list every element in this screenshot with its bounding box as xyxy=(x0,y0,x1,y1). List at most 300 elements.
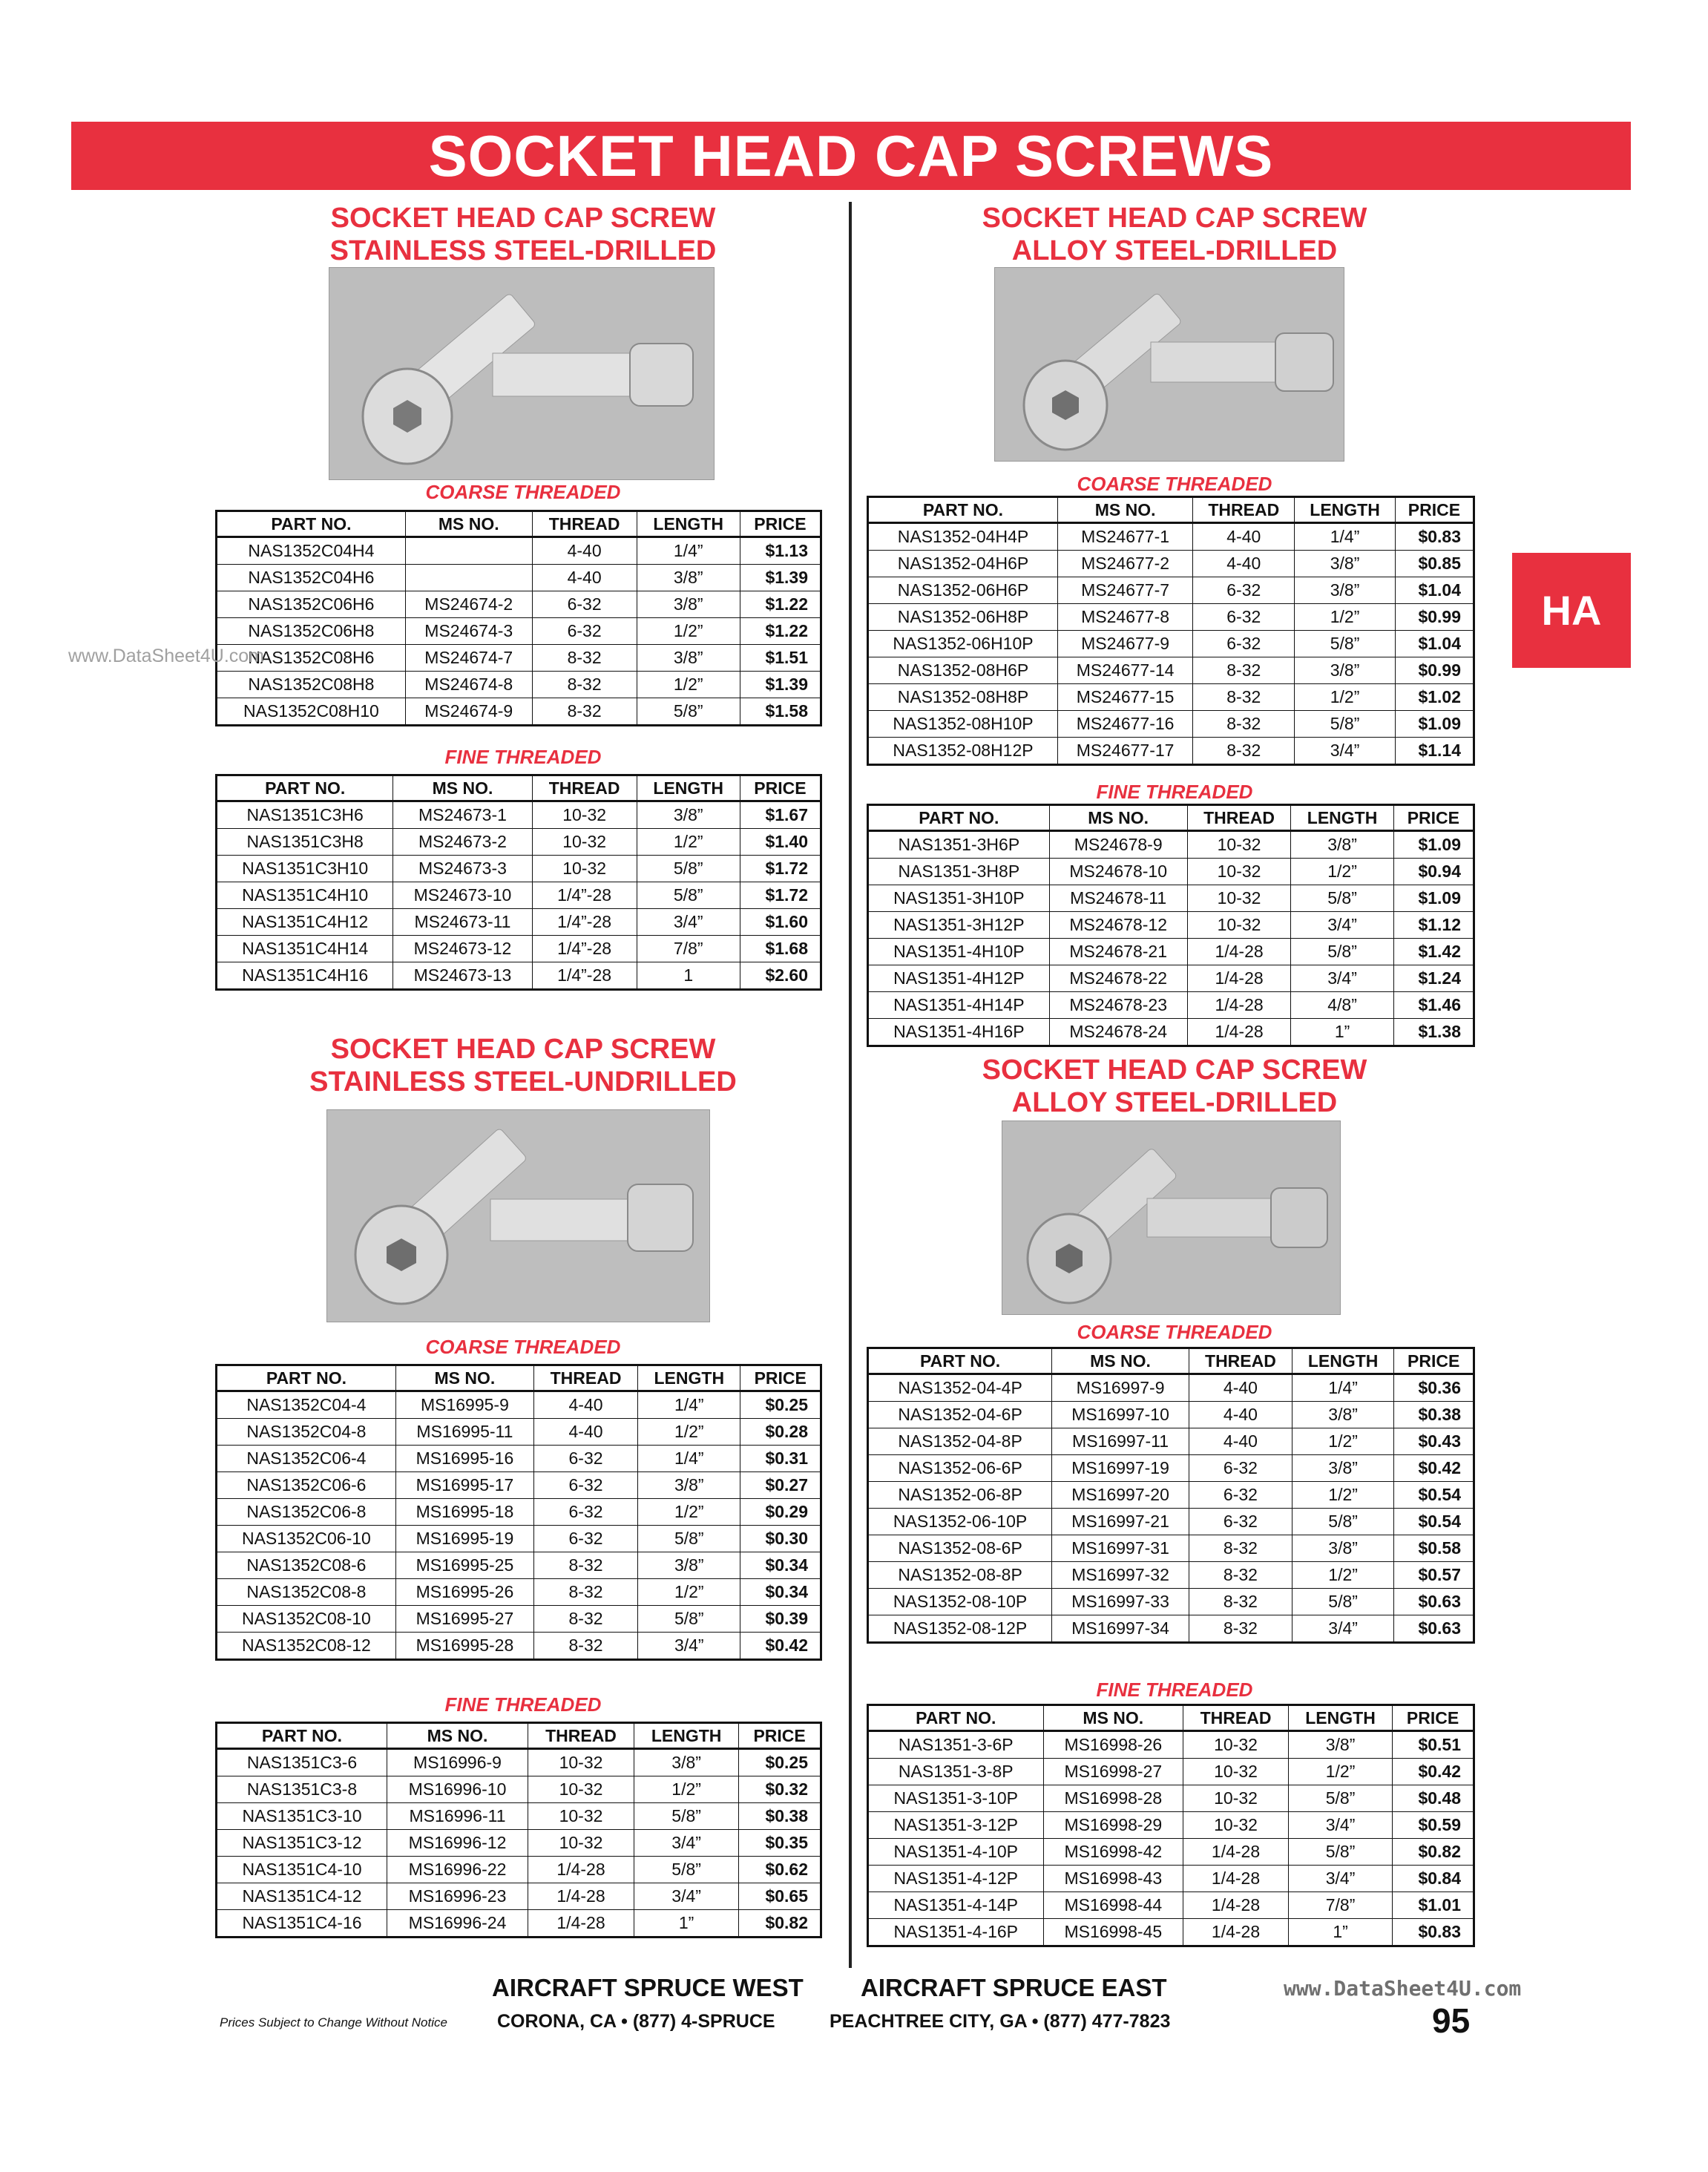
cell-thread: 10-32 xyxy=(1183,1812,1289,1839)
cell-part-no: NAS1351C4H14 xyxy=(217,936,393,962)
column-header-part-no: PART NO. xyxy=(868,1348,1052,1374)
cell-price: $0.28 xyxy=(740,1419,821,1446)
cell-part-no: NAS1351-4H12P xyxy=(868,965,1050,992)
cell-part-no: NAS1351-3-12P xyxy=(868,1812,1044,1839)
cell-part-no: NAS1351-3-10P xyxy=(868,1785,1044,1812)
parts-table-ss-undrilled-coarse xyxy=(215,1364,822,1661)
cell-price: $1.09 xyxy=(1393,885,1474,912)
cell-thread: 4-40 xyxy=(534,1391,638,1419)
cell-length: 3/8” xyxy=(1295,551,1395,577)
cell-thread: 4-40 xyxy=(532,565,637,591)
cell-thread: 8-32 xyxy=(532,698,637,726)
cell-price: $0.42 xyxy=(1394,1455,1474,1482)
table-row xyxy=(217,909,821,936)
table-row xyxy=(868,684,1474,711)
table-row xyxy=(217,1749,821,1776)
table-row xyxy=(868,1839,1474,1866)
cell-ms-no: MS16996-23 xyxy=(387,1883,528,1910)
cell-price: $0.85 xyxy=(1395,551,1474,577)
table-row xyxy=(868,939,1474,965)
cell-part-no: NAS1352C06-10 xyxy=(217,1526,396,1552)
column-header-part-no: PART NO. xyxy=(868,497,1058,523)
cell-thread: 1/4-28 xyxy=(1183,1839,1289,1866)
cell-part-no: NAS1351C3-8 xyxy=(217,1776,387,1803)
cell-length: 3/8” xyxy=(1292,1455,1393,1482)
cell-length: 3/4” xyxy=(1291,912,1393,939)
column-header-ms-no: MS NO. xyxy=(1052,1348,1189,1374)
cell-part-no: NAS1352-08-6P xyxy=(868,1535,1052,1562)
cell-part-no: NAS1351C3-6 xyxy=(217,1749,387,1776)
cell-ms-no: MS24677-14 xyxy=(1057,657,1192,684)
cell-thread: 1/4-28 xyxy=(1183,1892,1289,1919)
column-header-part-no: PART NO. xyxy=(217,1723,387,1749)
parts-table-alloy-drilled-coarse xyxy=(867,496,1475,766)
cell-price: $1.42 xyxy=(1393,939,1474,965)
cell-price: $1.09 xyxy=(1393,831,1474,859)
cell-ms-no: MS24677-17 xyxy=(1057,738,1192,765)
screw-illustration xyxy=(327,1110,709,1322)
cell-part-no: NAS1351-4-12P xyxy=(868,1866,1044,1892)
cell-thread: 8-32 xyxy=(1189,1615,1292,1643)
table-row xyxy=(217,537,821,565)
cell-thread: 10-32 xyxy=(528,1776,634,1803)
table-row xyxy=(217,882,821,909)
cell-part-no: NAS1352C04-4 xyxy=(217,1391,396,1419)
cell-part-no: NAS1351C4H12 xyxy=(217,909,393,936)
table-row xyxy=(217,1633,821,1660)
table-row xyxy=(217,672,821,698)
cell-ms-no: MS16995-26 xyxy=(395,1579,533,1606)
table-row xyxy=(868,577,1474,604)
cell-ms-no: MS16997-9 xyxy=(1052,1374,1189,1402)
page-title: SOCKET HEAD CAP SCREWS xyxy=(71,122,1631,190)
cell-price: $1.22 xyxy=(740,591,821,618)
table-row xyxy=(868,1374,1474,1402)
cell-length: 1/4” xyxy=(638,1446,740,1472)
cell-length: 3/4” xyxy=(1295,738,1395,765)
column-header-ms-no: MS NO. xyxy=(395,1365,533,1391)
cell-price: $0.54 xyxy=(1394,1482,1474,1509)
cell-thread: 6-32 xyxy=(534,1472,638,1499)
cell-price: $1.01 xyxy=(1393,1892,1474,1919)
cell-part-no: NAS1352-08-10P xyxy=(868,1589,1052,1615)
cell-part-no: NAS1352-08H12P xyxy=(868,738,1058,765)
cell-price: $1.39 xyxy=(740,565,821,591)
cell-ms-no: MS24673-11 xyxy=(393,909,532,936)
cell-ms-no: MS24677-7 xyxy=(1057,577,1192,604)
coarse-threaded-label: COARSE THREADED xyxy=(425,1336,621,1358)
cell-price: $1.12 xyxy=(1393,912,1474,939)
cell-length: 1/4” xyxy=(1292,1374,1393,1402)
cell-part-no: NAS1352-04H6P xyxy=(868,551,1058,577)
cell-price: $1.09 xyxy=(1395,711,1474,738)
price-notice: Prices Subject to Change Without Notice xyxy=(220,2015,447,2030)
column-header-price: PRICE xyxy=(739,1723,821,1749)
table-row xyxy=(217,1472,821,1499)
cell-price: $0.34 xyxy=(740,1579,821,1606)
cell-thread: 8-32 xyxy=(1193,684,1295,711)
cell-length: 3/4” xyxy=(1288,1866,1392,1892)
cell-part-no: NAS1351-3H6P xyxy=(868,831,1050,859)
cell-thread: 10-32 xyxy=(532,829,637,856)
column-header-length: LENGTH xyxy=(1291,805,1393,831)
table-row xyxy=(868,738,1474,765)
cell-price: $0.63 xyxy=(1394,1589,1474,1615)
cell-length: 3/8” xyxy=(1292,1402,1393,1428)
table-row xyxy=(217,591,821,618)
cell-length: 5/8” xyxy=(637,698,740,726)
column-header-thread: THREAD xyxy=(1183,1705,1289,1731)
cell-ms-no: MS16998-42 xyxy=(1043,1839,1183,1866)
table-row xyxy=(217,1910,821,1938)
table-row xyxy=(217,1606,821,1633)
table-row xyxy=(868,1535,1474,1562)
cell-thread: 8-32 xyxy=(534,1579,638,1606)
cell-thread: 8-32 xyxy=(1189,1562,1292,1589)
cell-ms-no: MS16995-27 xyxy=(395,1606,533,1633)
cell-price: $0.65 xyxy=(739,1883,821,1910)
column-header-part-no: PART NO. xyxy=(217,775,393,801)
cell-ms-no: MS16997-31 xyxy=(1052,1535,1189,1562)
cell-length: 3/8” xyxy=(637,801,740,829)
fine-threaded-label: FINE THREADED xyxy=(1096,781,1253,803)
cell-ms-no: MS24673-13 xyxy=(393,962,532,990)
table-row xyxy=(868,1455,1474,1482)
table-row xyxy=(868,1482,1474,1509)
product-photo xyxy=(326,1109,710,1322)
cell-part-no: NAS1352C06-4 xyxy=(217,1446,396,1472)
cell-length: 1” xyxy=(1288,1919,1392,1946)
column-header-price: PRICE xyxy=(740,1365,821,1391)
cell-thread: 10-32 xyxy=(532,801,637,829)
cell-ms-no: MS16995-11 xyxy=(395,1419,533,1446)
section-title-line2: ALLOY STEEL-DRILLED xyxy=(1011,235,1338,266)
cell-price: $1.04 xyxy=(1395,631,1474,657)
column-header-length: LENGTH xyxy=(637,775,740,801)
cell-length: 5/8” xyxy=(638,1526,740,1552)
column-header-price: PRICE xyxy=(1393,1705,1474,1731)
column-header-price: PRICE xyxy=(1393,805,1474,831)
cell-part-no: NAS1352-04-8P xyxy=(868,1428,1052,1455)
cell-price: $0.82 xyxy=(739,1910,821,1938)
cell-length: 1/2” xyxy=(638,1499,740,1526)
cell-thread: 8-32 xyxy=(1189,1589,1292,1615)
table-header-row xyxy=(868,1705,1474,1731)
cell-price: $1.72 xyxy=(740,882,821,909)
cell-price: $0.83 xyxy=(1393,1919,1474,1946)
table-row xyxy=(868,1892,1474,1919)
cell-part-no: NAS1351C4-12 xyxy=(217,1883,387,1910)
cell-thread: 1/4-28 xyxy=(1183,1919,1289,1946)
cell-ms-no: MS16998-27 xyxy=(1043,1759,1183,1785)
table-header-row xyxy=(217,1723,821,1749)
cell-length: 1/2” xyxy=(1295,604,1395,631)
cell-ms-no: MS16998-45 xyxy=(1043,1919,1183,1946)
cell-thread: 10-32 xyxy=(1187,859,1291,885)
cell-part-no: NAS1352-04H4P xyxy=(868,523,1058,551)
cell-length: 1/2” xyxy=(637,618,740,645)
cell-length: 1/4” xyxy=(1295,523,1395,551)
cell-ms-no: MS16997-32 xyxy=(1052,1562,1189,1589)
cell-ms-no: MS24677-9 xyxy=(1057,631,1192,657)
cell-thread: 8-32 xyxy=(1193,711,1295,738)
cell-thread: 8-32 xyxy=(534,1552,638,1579)
column-header-price: PRICE xyxy=(740,775,821,801)
cell-thread: 6-32 xyxy=(1193,604,1295,631)
cell-ms-no: MS16997-33 xyxy=(1052,1589,1189,1615)
table-row xyxy=(868,1759,1474,1785)
cell-part-no: NAS1351C3-10 xyxy=(217,1803,387,1830)
cell-price: $0.83 xyxy=(1395,523,1474,551)
product-photo xyxy=(329,267,715,480)
table-row xyxy=(217,1830,821,1857)
fine-threaded-label: FINE THREADED xyxy=(444,1693,602,1716)
table-header-row xyxy=(868,1348,1474,1374)
cell-price: $1.13 xyxy=(740,537,821,565)
section-title-line2: STAINLESS STEEL-UNDRILLED xyxy=(309,1066,737,1098)
cell-length: 3/4” xyxy=(1291,965,1393,992)
cell-part-no: NAS1352-08-8P xyxy=(868,1562,1052,1589)
table-row xyxy=(868,1866,1474,1892)
cell-ms-no: MS24678-12 xyxy=(1049,912,1187,939)
cell-thread: 1/4-28 xyxy=(528,1857,634,1883)
cell-part-no: NAS1351C4-10 xyxy=(217,1857,387,1883)
table-row xyxy=(868,631,1474,657)
cell-part-no: NAS1352-08H6P xyxy=(868,657,1058,684)
cell-part-no: NAS1352C08-8 xyxy=(217,1579,396,1606)
column-header-length: LENGTH xyxy=(1288,1705,1392,1731)
column-header-ms-no: MS NO. xyxy=(393,775,532,801)
table-row xyxy=(868,1785,1474,1812)
table-header-row xyxy=(868,805,1474,831)
cell-price: $0.48 xyxy=(1393,1785,1474,1812)
table-row xyxy=(217,1391,821,1419)
cell-price: $2.60 xyxy=(740,962,821,990)
table-header-row xyxy=(217,511,821,537)
cell-price: $1.68 xyxy=(740,936,821,962)
cell-length: 3/8” xyxy=(637,645,740,672)
cell-length: 3/4” xyxy=(634,1830,738,1857)
table-row xyxy=(217,1857,821,1883)
cell-thread: 6-32 xyxy=(1193,577,1295,604)
column-header-part-no: PART NO. xyxy=(868,1705,1044,1731)
cell-part-no: NAS1352C04-8 xyxy=(217,1419,396,1446)
cell-thread: 4-40 xyxy=(1189,1402,1292,1428)
cell-price: $1.58 xyxy=(740,698,821,726)
footer-website[interactable]: www.DataSheet4U.com xyxy=(1284,1976,1522,2001)
cell-thread: 1/4-28 xyxy=(1187,992,1291,1019)
cell-length: 1/2” xyxy=(1292,1482,1393,1509)
table-row xyxy=(217,1499,821,1526)
cell-part-no: NAS1351C4-16 xyxy=(217,1910,387,1938)
cell-length: 1/2” xyxy=(638,1419,740,1446)
cell-part-no: NAS1352C04H4 xyxy=(217,537,406,565)
column-header-length: LENGTH xyxy=(1292,1348,1393,1374)
cell-part-no: NAS1352C06H8 xyxy=(217,618,406,645)
table-row xyxy=(868,885,1474,912)
table-row xyxy=(868,912,1474,939)
cell-thread: 8-32 xyxy=(1193,738,1295,765)
cell-price: $0.38 xyxy=(739,1803,821,1830)
cell-thread: 1/4-28 xyxy=(1187,1019,1291,1046)
product-photo xyxy=(1002,1121,1341,1315)
cell-part-no: NAS1352C08H10 xyxy=(217,698,406,726)
cell-part-no: NAS1352-04-4P xyxy=(868,1374,1052,1402)
cell-length: 5/8” xyxy=(637,856,740,882)
column-divider xyxy=(849,202,852,1968)
parts-table-alloy-drilled-2-fine xyxy=(867,1704,1475,1947)
cell-thread: 6-32 xyxy=(534,1446,638,1472)
cell-thread: 8-32 xyxy=(534,1633,638,1660)
cell-part-no: NAS1351-3-6P xyxy=(868,1731,1044,1759)
cell-price: $0.25 xyxy=(740,1391,821,1419)
cell-length: 5/8” xyxy=(634,1857,738,1883)
cell-thread: 6-32 xyxy=(1189,1455,1292,1482)
cell-thread: 1/4-28 xyxy=(1187,939,1291,965)
cell-ms-no: MS24673-2 xyxy=(393,829,532,856)
cell-thread: 4-40 xyxy=(1189,1428,1292,1455)
cell-thread: 6-32 xyxy=(1189,1509,1292,1535)
cell-length: 3/8” xyxy=(1295,657,1395,684)
column-header-ms-no: MS NO. xyxy=(405,511,532,537)
table-row xyxy=(217,1446,821,1472)
cell-thread: 8-32 xyxy=(534,1606,638,1633)
cell-part-no: NAS1352-06H6P xyxy=(868,577,1058,604)
cell-part-no: NAS1351C3H10 xyxy=(217,856,393,882)
cell-ms-no: MS24677-16 xyxy=(1057,711,1192,738)
table-row xyxy=(217,645,821,672)
cell-thread: 4-40 xyxy=(1193,523,1295,551)
cell-length: 5/8” xyxy=(1291,939,1393,965)
table-row xyxy=(217,1776,821,1803)
cell-length: 3/8” xyxy=(1295,577,1395,604)
cell-ms-no: MS24674-7 xyxy=(405,645,532,672)
cell-price: $1.39 xyxy=(740,672,821,698)
cell-part-no: NAS1352C08-6 xyxy=(217,1552,396,1579)
cell-price: $0.54 xyxy=(1394,1509,1474,1535)
cell-length: 1/4” xyxy=(637,537,740,565)
cell-ms-no: MS24678-11 xyxy=(1049,885,1187,912)
cell-part-no: NAS1351-4-16P xyxy=(868,1919,1044,1946)
table-row xyxy=(217,1526,821,1552)
cell-price: $0.29 xyxy=(740,1499,821,1526)
cell-price: $0.31 xyxy=(740,1446,821,1472)
column-header-part-no: PART NO. xyxy=(217,511,406,537)
column-header-length: LENGTH xyxy=(638,1365,740,1391)
cell-length: 7/8” xyxy=(1288,1892,1392,1919)
table-row xyxy=(868,551,1474,577)
cell-price: $0.42 xyxy=(1393,1759,1474,1785)
cell-thread: 8-32 xyxy=(1193,657,1295,684)
cell-part-no: NAS1351-3-8P xyxy=(868,1759,1044,1785)
column-header-price: PRICE xyxy=(1395,497,1474,523)
cell-length: 5/8” xyxy=(1292,1589,1393,1615)
cell-length: 3/8” xyxy=(637,591,740,618)
cell-thread: 1/4-28 xyxy=(1183,1866,1289,1892)
cell-ms-no: MS16995-25 xyxy=(395,1552,533,1579)
cell-length: 3/8” xyxy=(1292,1535,1393,1562)
cell-price: $0.58 xyxy=(1394,1535,1474,1562)
cell-ms-no: MS24677-2 xyxy=(1057,551,1192,577)
cell-length: 3/4” xyxy=(1288,1812,1392,1839)
cell-length: 1/2” xyxy=(1291,859,1393,885)
cell-thread: 4-40 xyxy=(1189,1374,1292,1402)
cell-thread: 10-32 xyxy=(1187,912,1291,939)
watermark: www.DataSheet4U.com xyxy=(68,646,265,666)
cell-ms-no: MS24677-1 xyxy=(1057,523,1192,551)
cell-ms-no: MS16995-28 xyxy=(395,1633,533,1660)
coarse-threaded-label: COARSE THREADED xyxy=(1077,1321,1272,1343)
cell-ms-no: MS16997-11 xyxy=(1052,1428,1189,1455)
cell-ms-no: MS24678-23 xyxy=(1049,992,1187,1019)
cell-price: $0.84 xyxy=(1393,1866,1474,1892)
footer-east-name: AIRCRAFT SPRUCE EAST xyxy=(861,1974,1167,2001)
cell-price: $0.30 xyxy=(740,1526,821,1552)
cell-ms-no: MS16997-10 xyxy=(1052,1402,1189,1428)
cell-part-no: NAS1351-3H8P xyxy=(868,859,1050,885)
cell-length: 1” xyxy=(634,1910,738,1938)
cell-price: $0.82 xyxy=(1393,1839,1474,1866)
cell-ms-no: MS16998-44 xyxy=(1043,1892,1183,1919)
cell-part-no: NAS1351-4-14P xyxy=(868,1892,1044,1919)
cell-price: $0.43 xyxy=(1394,1428,1474,1455)
footer-east-address: PEACHTREE CITY, GA • (877) 477-7823 xyxy=(830,2011,1171,2032)
table-row xyxy=(217,698,821,726)
cell-length: 1/2” xyxy=(637,829,740,856)
table-row xyxy=(868,1589,1474,1615)
cell-part-no: NAS1352C06-6 xyxy=(217,1472,396,1499)
cell-ms-no: MS16997-19 xyxy=(1052,1455,1189,1482)
cell-length: 3/4” xyxy=(637,909,740,936)
cell-ms-no: MS24678-22 xyxy=(1049,965,1187,992)
cell-price: $1.60 xyxy=(740,909,821,936)
cell-ms-no: MS24678-21 xyxy=(1049,939,1187,965)
cell-part-no: NAS1352C08-12 xyxy=(217,1633,396,1660)
cell-thread: 10-32 xyxy=(1183,1759,1289,1785)
cell-length: 5/8” xyxy=(634,1803,738,1830)
table-row xyxy=(217,1883,821,1910)
cell-thread: 6-32 xyxy=(1189,1482,1292,1509)
cell-thread: 1/4”-28 xyxy=(532,882,637,909)
cell-part-no: NAS1351C3-12 xyxy=(217,1830,387,1857)
parts-table-alloy-drilled-2-coarse xyxy=(867,1347,1475,1644)
section-title-line2: STAINLESS STEEL-DRILLED xyxy=(329,235,717,266)
cell-thread: 1/4”-28 xyxy=(532,962,637,990)
section-tab: HA xyxy=(1512,553,1631,668)
cell-ms-no: MS16995-16 xyxy=(395,1446,533,1472)
cell-part-no: NAS1352C08-10 xyxy=(217,1606,396,1633)
cell-part-no: NAS1352-08H10P xyxy=(868,711,1058,738)
fine-threaded-label: FINE THREADED xyxy=(444,746,602,768)
cell-part-no: NAS1352-08H8P xyxy=(868,684,1058,711)
cell-length: 5/8” xyxy=(1295,631,1395,657)
cell-thread: 8-32 xyxy=(1189,1535,1292,1562)
cell-price: $0.39 xyxy=(740,1606,821,1633)
table-row xyxy=(217,1803,821,1830)
cell-part-no: NAS1352C06H6 xyxy=(217,591,406,618)
cell-length: 1/2” xyxy=(1292,1428,1393,1455)
column-header-length: LENGTH xyxy=(637,511,740,537)
cell-ms-no xyxy=(405,537,532,565)
cell-ms-no: MS24673-10 xyxy=(393,882,532,909)
cell-ms-no: MS16998-28 xyxy=(1043,1785,1183,1812)
cell-thread: 1/4-28 xyxy=(528,1883,634,1910)
table-row xyxy=(868,1919,1474,1946)
section-title-line1: SOCKET HEAD CAP SCREW xyxy=(330,1034,716,1065)
cell-part-no: NAS1351-4H10P xyxy=(868,939,1050,965)
parts-table-ss-drilled-fine xyxy=(215,774,822,991)
table-row xyxy=(868,711,1474,738)
